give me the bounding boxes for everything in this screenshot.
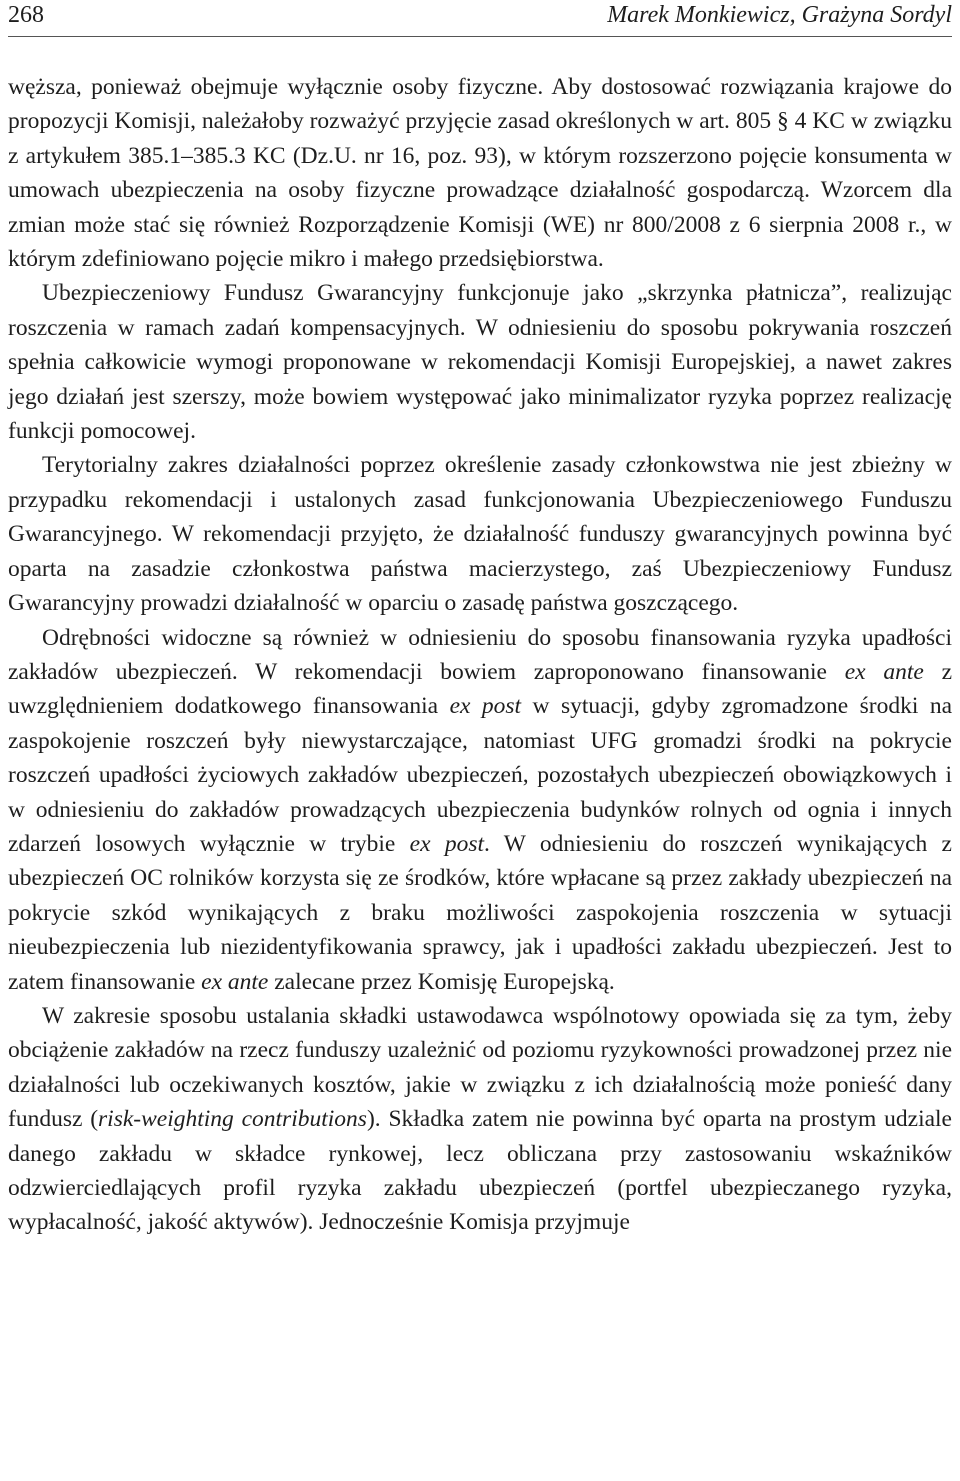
italic-term: ex post [449,693,522,720]
text-run: W zakresie sposobu ustalania składki ustawodawca wspólnotowy opowiada się za tym, żeby obciążenie zakładów na rzecz funduszy uzależnić od poziomu ryzykowności prowadzonej przez nie działalności lub oczekiwanych kosztów, jakie w związku z ich działalnością może ponieść dany fundusz ( [8,1002,952,1133]
paragraph [8,276,952,448]
page-header [8,0,952,37]
text-run: zalecane przez Komisję Europejską. [268,968,615,995]
page-number: 268 [8,2,44,28]
italic-term: ex ante [201,968,269,995]
text-run: Terytorialny zakres działalności poprzez określenie zasady członkowstwa nie jest zbieżny w przypadku rekomendacji i ustalonych zasad funkcjonowania Ubezpieczeniowego Funduszu Gwarancyjnego. W rekomendacji przyjęto, że działalność funduszy gwarancyjnych powinna być oparta na zasadzie członkostwa państwa macierzystego, zaś Ubezpieczeniowy Fundusz Gwarancyjny prowadzi działalność w oparciu o zasadę państwa goszczącego. [8,452,952,617]
text-run: ). Składka zatem nie powinna być oparta na prostym udziale danego zakładu w składce rynkowej, lecz obliczana przy zastosowaniu wskaźników odzwierciedlających profil ryzyka zakładu ubezpieczeń (portfel ubezpieczanego ryzyka, wypłacalność, jakość aktywów). Jednocześnie Komisja przyjmuje [8,1106,952,1236]
running-head-authors: Marek Monkiewicz, Grażyna Sordyl [607,2,952,28]
body-text [8,70,952,1240]
paragraph [8,621,952,999]
paragraph [8,999,952,1240]
paragraph [8,448,952,620]
text-run: z uwzględnieniem dodatkowego finansowania [8,658,952,720]
italic-term: ex ante [844,658,924,685]
text-run: Odrębności widoczne są również w odniesieniu do sposobu finansowania ryzyka upadłości zakładów ubezpieczeń. W rekomendacji bowiem zaproponowano finansowanie [8,624,952,685]
text-run: w sytuacji, gdyby zgromadzone środki na zaspokojenie roszczeń były niewystarczające, natomiast UFG gromadzi środki na pokrycie roszczeń upadłości życiowych zakładów ubezpieczeń, pozostałych ubezpieczeń obowiązkowych i w odniesieniu do zakładów prowadzących ubezpieczenia budynków rolnych od ognia i innych zdarzeń losowych wyłącznie w trybie [8,693,952,857]
paragraph [8,70,952,276]
italic-term: ex post [409,830,485,857]
text-run: Ubezpieczeniowy Fundusz Gwarancyjny funkcjonuje jako „skrzynka płatnicza”, realizując roszczenia w ramach zadań kompensacyjnych. W odniesieniu do sposobu pokrywania roszczeń spełnia całkowicie wymogi proponowane w rekomendacji Komisji Europejskiej, a nawet zakres jego działań jest szerszy, może bowiem występować jako minimalizator ryzyka poprzez realizację funkcji pomocowej. [8,280,952,445]
text-run: węższa, ponieważ obejmuje wyłącznie osoby fizyczne. Aby dostosować rozwiązania krajowe do propozycji Komisji, należałoby rozważyć przyjęcie zasad określonych w art. 805 § 4 KC w związku z artykułem 385.1–385.3 KC (Dz.U. nr 16, poz. 93), w którym rozszerzono pojęcie konsumenta w umowach ubezpieczenia na osoby fizyczne prowadzące działalność gospodarczą. Wzorcem dla zmian może stać się również Rozporządzenie Komisji (WE) nr 800/2008 z 6 sierpnia 2008 r., w którym zdefiniowano pojęcie mikro i małego przedsiębiorstwa. [8,74,952,273]
italic-term: risk-weighting contributions [98,1106,367,1133]
text-run: . W odniesieniu do roszczeń wynikających z ubezpieczeń OC rolników korzysta się ze środków, które wpłacane są przez zakłady ubezpieczeń na pokrycie szkód wynikających z braku możliwości zaspokojenia roszczenia w sytuacji nieubezpieczenia lub niezidentyfikowania sprawcy, jak i upadłości zakładu ubezpieczeń. Jest to zatem finansowanie [8,830,952,995]
